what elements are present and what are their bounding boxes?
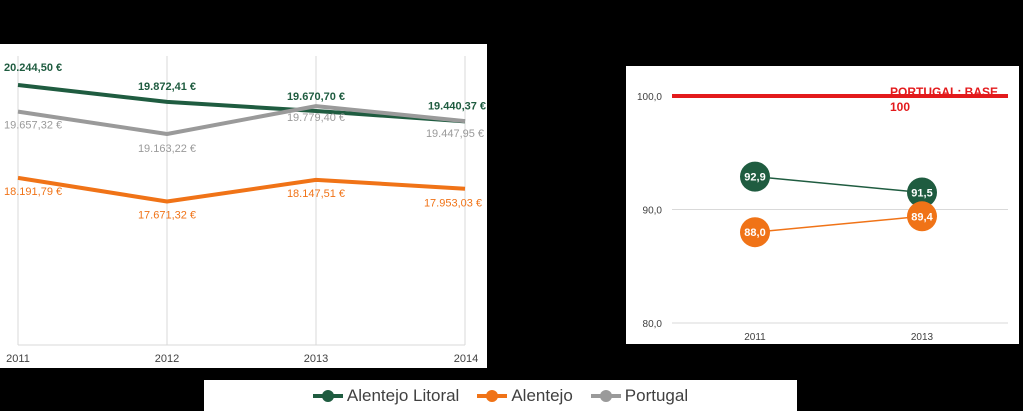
data-label-alentejo-2013: 89,4 xyxy=(911,211,933,224)
data-label-portugal-2011: 19.657,32 € xyxy=(4,119,63,132)
legend-swatch-portugal xyxy=(591,389,621,403)
data-label-alentejo-2014: 17.953,03 € xyxy=(423,197,483,210)
x-tick-label-2012: 2012 xyxy=(154,353,180,365)
legend-swatch-alentejo-litoral xyxy=(313,389,343,403)
data-label-alentejo-2012: 17.671,32 € xyxy=(137,209,197,222)
legend-swatch-alentejo xyxy=(477,389,507,403)
series-line-alentejo xyxy=(18,178,465,202)
data-label-alentejo-litoral-2013: 91,5 xyxy=(911,187,933,200)
data-label-alentejo-litoral-2014: 19.440,37 € xyxy=(427,100,487,113)
x-tick-label-2011: 2011 xyxy=(6,353,30,365)
series-line-portugal xyxy=(18,106,465,134)
legend-item-alentejo-litoral xyxy=(313,386,459,406)
income-line-chart xyxy=(0,44,487,368)
x-tick-label-2014: 2014 xyxy=(453,353,479,365)
data-label-alentejo-2013: 18.147,51 € xyxy=(286,187,346,200)
data-label-alentejo-litoral-2013: 19.670,70 € xyxy=(286,91,346,104)
data-label-alentejo-2011: 18.191,79 € xyxy=(4,185,63,198)
data-label-portugal-2013: 19.779,40 € xyxy=(286,112,346,125)
legend xyxy=(204,380,797,411)
index-line-chart xyxy=(626,66,1019,344)
data-label-alentejo-2011: 88,0 xyxy=(744,227,766,240)
reference-line-label: PORTUGAL: BASE 100 xyxy=(890,85,998,114)
x-tick-label-2013: 2013 xyxy=(910,332,934,343)
data-label-alentejo-litoral-2011: 92,9 xyxy=(744,171,766,184)
data-label-alentejo-litoral-2012: 19.872,41 € xyxy=(137,80,197,93)
x-tick-label-2013: 2013 xyxy=(303,353,329,365)
series-line-alentejo xyxy=(755,216,922,232)
series-line-alentejo-litoral xyxy=(755,177,922,193)
right-chart-panel xyxy=(626,66,1019,344)
data-label-alentejo-litoral-2011: 20.244,50 € xyxy=(4,62,63,75)
y-tick-label-100: 100,0 xyxy=(636,92,662,103)
y-tick-label-80: 80,0 xyxy=(642,319,662,330)
data-label-portugal-2014: 19.447,95 € xyxy=(425,128,485,141)
legend-label: Alentejo xyxy=(511,385,573,405)
x-tick-label-2011: 2011 xyxy=(744,332,766,343)
legend-label: Alentejo Litoral xyxy=(346,385,460,405)
legend-label: Portugal xyxy=(624,385,689,405)
left-chart-panel xyxy=(0,44,487,368)
legend-panel xyxy=(204,380,797,411)
y-tick-label-90: 90,0 xyxy=(642,205,662,217)
legend-item-alentejo xyxy=(477,386,572,406)
data-label-portugal-2012: 19.163,22 € xyxy=(137,142,197,155)
legend-item-portugal xyxy=(591,386,688,406)
